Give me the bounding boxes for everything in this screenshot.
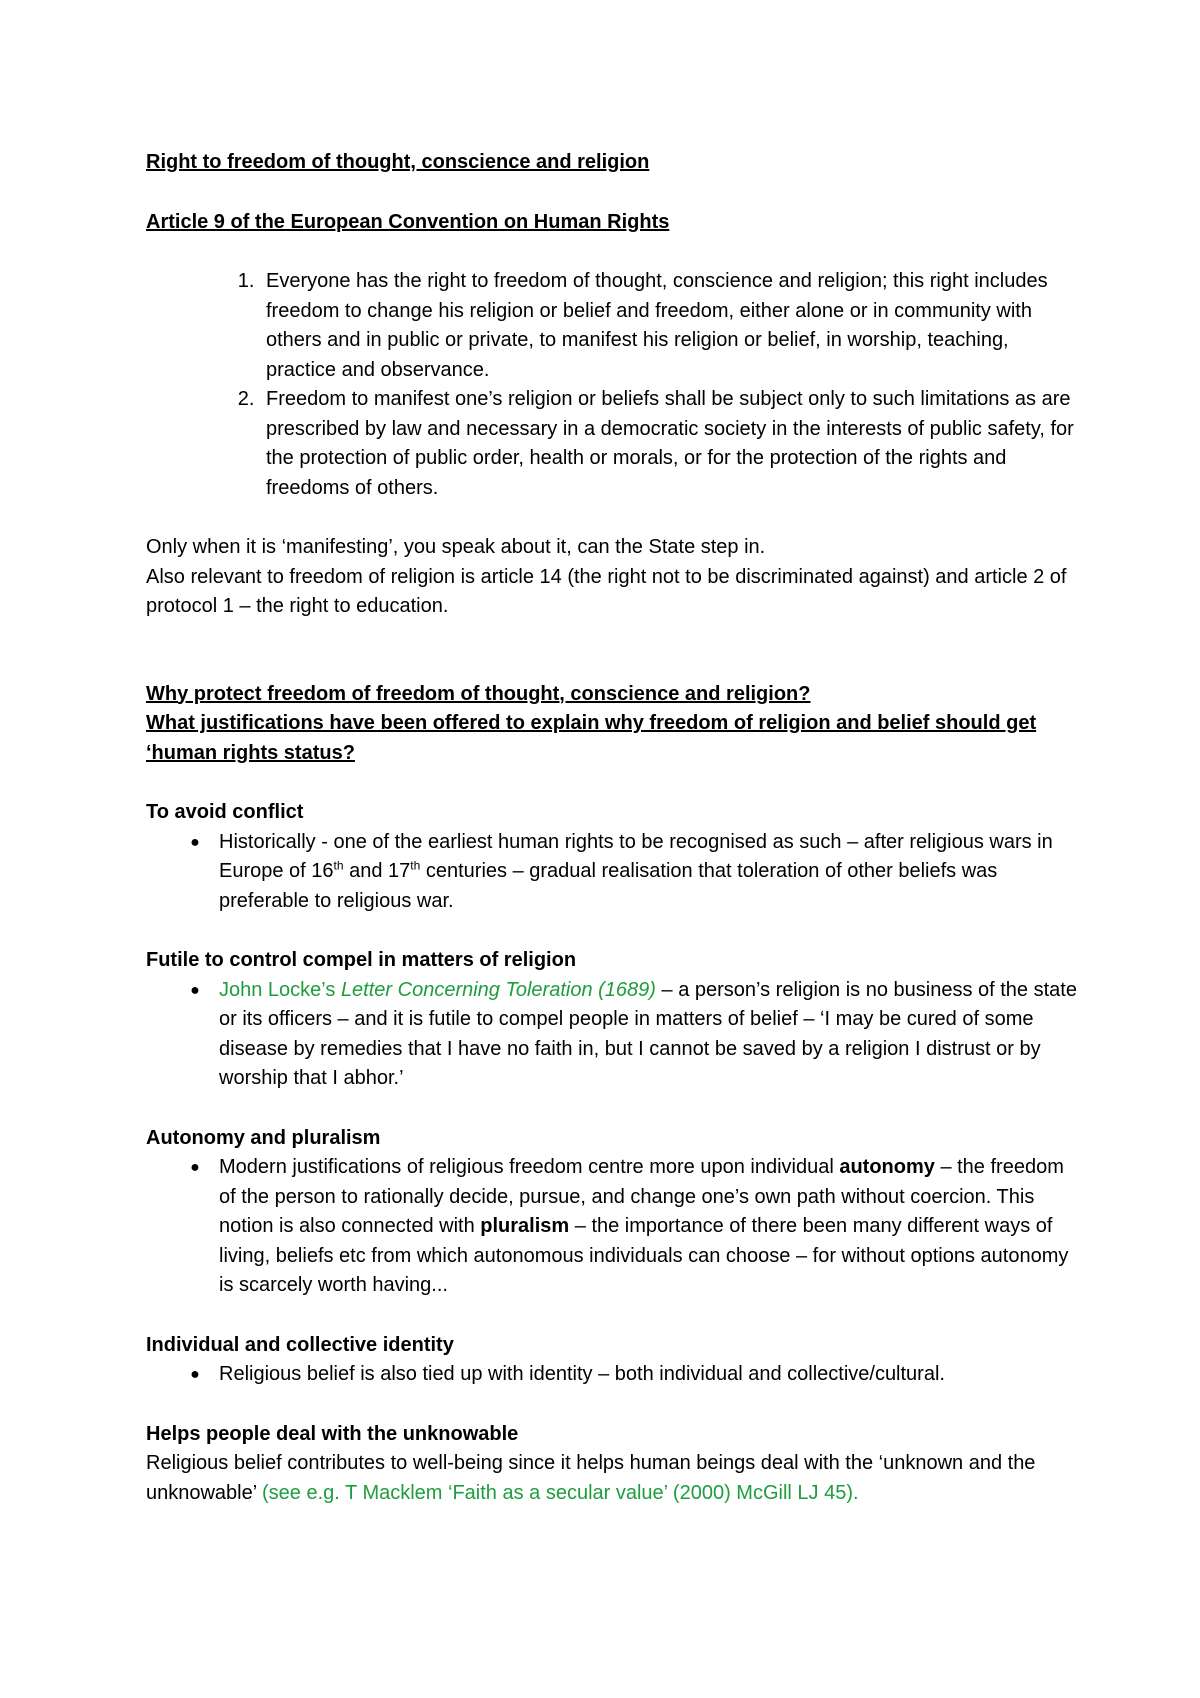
section-heading-unknowable: Helps people deal with the unknowable <box>146 1422 519 1445</box>
identity-list <box>146 1360 1080 1390</box>
unknowable-text: Religious belief contributes to well-being since it helps human beings deal with the ‘unknown and the unknowable’ <box>146 1452 1036 1504</box>
locke-work-title: Letter Concerning Toleration <box>340 978 593 1001</box>
list-item <box>190 828 1080 917</box>
bullet-icon: ● <box>190 981 200 999</box>
autonomy-term: autonomy <box>839 1156 935 1178</box>
superscript-th: th <box>410 858 421 873</box>
macklem-citation: (see e.g. T Macklem ‘Faith as a secular value’ (2000) McGill LJ 45). <box>262 1481 859 1504</box>
list-item <box>190 1360 1080 1390</box>
section-heading-conflict: To avoid conflict <box>146 801 304 823</box>
locke-year: (1689) <box>592 978 656 1001</box>
pluralism-term: pluralism <box>480 1215 570 1237</box>
why-heading: Why protect freedom of freedom of thought, conscience and religion? <box>146 682 811 705</box>
article-item: 2. Freedom to manifest one’s religion or beliefs shall be subject only to such limitations as are prescribed by law and necessary in a democratic society in the interests of public safety, for the protection of public order, health or morals, or for the protection of the rights and freedoms of others. <box>260 385 1080 503</box>
justifications-heading: What justifications have been offered to explain why freedom of religion and belief should get ‘human rights status? <box>146 712 1037 764</box>
section-heading-futile: Futile to control compel in matters of religion <box>146 949 577 971</box>
article-9-list <box>146 267 1080 503</box>
superscript-th: th <box>333 858 344 873</box>
autonomy-text-b: – the freedom of the person to rationally decide, pursue, and change one’s own path without coercion. This notion is also connected with <box>219 1156 1064 1237</box>
list-item <box>190 1153 1080 1301</box>
locke-author: John Locke’s <box>219 978 341 1001</box>
conflict-list <box>146 828 1080 917</box>
unknowable-paragraph <box>146 1449 1080 1508</box>
futile-text: – a person’s religion is no business of the state or its officers – and it is futile to compel people in matters of belief – ‘I may be cured of some disease by remedies that I have no faith in, but I cannot be saved by a religion I distrust or by worship that I abhor.’ <box>219 978 1077 1089</box>
identity-text: Religious belief is also tied up with identity – both individual and collective/cultural. <box>219 1363 945 1385</box>
conflict-text-c: centuries – gradual realisation that toleration of other beliefs was preferable to religious war. <box>219 860 998 912</box>
bullet-icon: ● <box>190 833 200 851</box>
autonomy-text-a: Modern justifications of religious freedom centre more upon individual <box>219 1156 840 1178</box>
conflict-text-b: and 17 <box>343 860 411 882</box>
autonomy-list <box>146 1153 1080 1301</box>
paragraph-relevant-articles: Also relevant to freedom of religion is article 14 (the right not to be discriminated against) and article 2 of protocol 1 – the right to education. <box>146 565 1067 617</box>
section-heading-autonomy: Autonomy and pluralism <box>146 1126 381 1149</box>
conflict-text-a: Historically - one of the earliest human rights to be recognised as such – after religious wars in Europe of 16 <box>219 830 1053 882</box>
list-item <box>190 976 1080 1094</box>
article-item: 1. Everyone has the right to freedom of thought, conscience and religion; this right includes freedom to change his religion or belief and freedom, either alone or in community with others and in public or private, to manifest his religion or belief, in worship, teaching, practice and observance. <box>260 267 1080 385</box>
article-heading: Article 9 of the European Convention on Human Rights <box>146 210 670 233</box>
paragraph-manifesting: Only when it is ‘manifesting’, you speak about it, can the State step in. <box>146 536 766 558</box>
document-title: Right to freedom of thought, conscience and religion <box>146 151 650 173</box>
autonomy-text-c: – the importance of there been many different ways of living, beliefs etc from which autonomous individuals can choose – for without options autonomy is scarcely worth having... <box>219 1215 1069 1296</box>
bullet-icon: ● <box>190 1159 200 1176</box>
futile-list <box>146 976 1080 1094</box>
section-heading-identity: Individual and collective identity <box>146 1333 454 1356</box>
bullet-icon: ● <box>190 1366 200 1383</box>
